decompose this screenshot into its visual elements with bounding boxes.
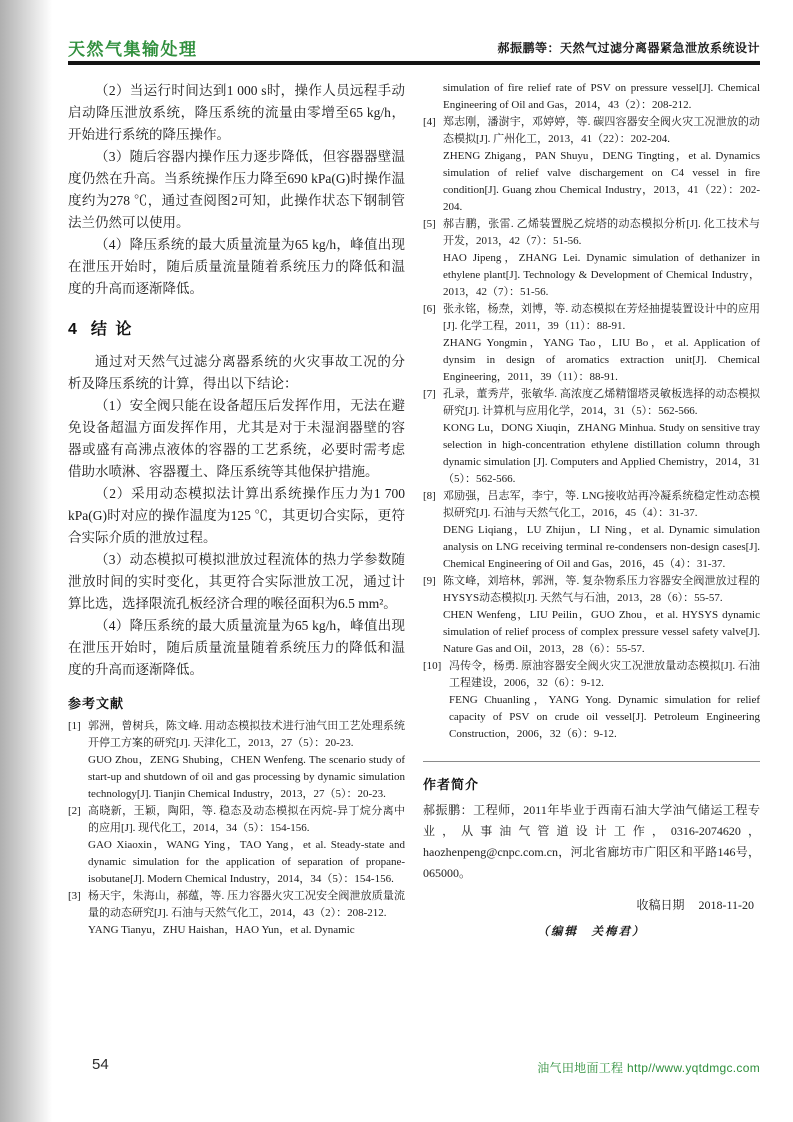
conclusion-intro: 通过对天然气过滤分离器系统的火灾事故工况的分析及降压系统的计算，得出以下结论： [68, 354, 405, 391]
section-number: 4 [68, 321, 77, 338]
reference-item [423, 216, 760, 301]
reference-zh: 冯传令，杨勇. 原油容器安全阀火灾工况泄放量动态模拟[J]. 石油工程建设，2006，32（6）：9-12. [449, 660, 760, 689]
scan-edge-shadow [0, 0, 52, 1122]
body-paragraph: （2）当运行时间达到1 000 s时，操作人员远程手动启动降压泄放系统，降压系统的流量由零增至65 kg/h，开始进行系统的降压操作。 [68, 83, 405, 142]
reference-item [423, 114, 760, 216]
column-brand-title: 天然气集输处理 [68, 40, 198, 59]
left-column [68, 80, 405, 1052]
received-date-value: 2018-11-20 [698, 898, 754, 912]
author-section-divider [423, 761, 760, 762]
reference-zh: 杨天宇，朱海山，郝蕴，等. 压力容器火灾工况安全阀泄放质量流量的动态研究[J]. 石油与天然气化工，2014，43（2）：208-212. [88, 890, 405, 919]
body-paragraph: （4）降压系统的最大质量流量为65 kg/h，峰值出现在泄压开始时，随后质量流量随着系统压力的降低和温度的升高而逐渐降低。 [68, 237, 405, 296]
conclusion-item: （3）动态模拟可模拟泄放过程流体的热力学参数随泄放时间的实时变化，其更符合实际泄放工况，通过计算比选，选择限流孔板经济合理的喉径面积为6.5 mm²。 [68, 552, 405, 611]
reference-en: HAO Jipeng，ZHANG Lei. Dynamic simulation of dethanizer in ethylene plant[J]. Technology & Development of Chemical Industry，2013，42（7）：51-56. [443, 252, 760, 298]
reference-marker: [7] [423, 388, 436, 400]
reference-zh: 郑志刚，潘澍宇，邓婷婷，等. 碳四容器安全阀火灾工况泄放的动态模拟[J]. 广州化工，2013，41（22）：202-204. [443, 116, 760, 145]
page-footer [68, 1056, 760, 1080]
reference-marker: [4] [423, 116, 436, 128]
conclusion-item: （4）降压系统的最大质量流量为65 kg/h，峰值出现在泄压开始时，随后质量流量随着系统压力的降低和温度的升高而逐渐降低。 [68, 618, 405, 677]
body-columns [68, 80, 760, 1052]
reference-marker: [9] [423, 575, 436, 587]
page-number: 54 [92, 1056, 109, 1073]
reference-zh: 郝吉鹏，张雷. 乙烯装置脱乙烷塔的动态模拟分析[J]. 化工技术与开发，2013，42（7）：51-56. [443, 218, 760, 247]
references-heading: 参考文献 [68, 696, 125, 711]
reference-item [68, 803, 405, 888]
reference-marker: [10] [423, 660, 442, 672]
received-date-line [423, 896, 760, 913]
editor-credit: （编辑 关梅君） [537, 926, 646, 938]
journal-footer-text: 油气田地面工程 http//www.yqtdmgc.com [537, 1061, 760, 1075]
section-heading [68, 316, 405, 339]
reference-en: ZHENG Zhigang，PAN Shuyu，DENG Tingting，et al. Dynamics simulation of relief valve dischargement on C4 vessel in fire condition[J]. Guang zhou Chemical Industry，2013，41（22）：202-204. [443, 150, 760, 213]
header-rule [68, 61, 760, 65]
reference-marker: [8] [423, 490, 436, 502]
reference-item [68, 718, 405, 803]
author-bio-heading: 作者简介 [423, 777, 480, 792]
reference-en: ZHANG Yongmin，YANG Tao，LIU Bo，et al. Application of dynsim in design of aromatics extraction unit[J]. Chemical Engineering，2011，39（11）：88-91. [443, 337, 760, 383]
reference-en: YANG Tianyu，ZHU Haishan，HAO Yun，et al. Dynamic [88, 924, 355, 936]
reference-item [423, 386, 760, 488]
reference-zh: 孔录，董秀芹，张敏华. 高浓度乙烯精馏塔灵敏板选择的动态模拟研究[J]. 计算机与应用化学，2014，31（5）：562-566. [443, 388, 760, 417]
reference-en-continuation: simulation of fire relief rate of PSV on pressure vessel[J]. Chemical Engineering of Oil and Gas，2014，43（2）：208-212. [443, 82, 760, 111]
received-date-label: 收稿日期 [636, 898, 685, 912]
reference-en: GUO Zhou，ZENG Shubing，CHEN Wenfeng. The scenario study of start-up and shutdown of oil and gas processing by dynamic simulation technology[J]. Tianjin Chemical Industry，2013，27（5）：20-23. [88, 754, 405, 800]
reference-zh: 陈文峰，刘培林，郭洲，等. 复杂物系压力容器安全阀泄放过程的HYSYS动态模拟[J]. 天然气与石油，2013，28（6）：55-57. [443, 575, 760, 604]
reference-zh: 张永铭，杨焘，刘博，等. 动态模拟在芳烃抽提装置设计中的应用[J]. 化学工程，2011，39（11）：88-91. [443, 303, 760, 332]
reference-zh: 郭洲，曾树兵，陈文峰. 用动态模拟技术进行油气田工艺处理系统开停工方案的研究[J]. 天津化工，2013，27（5）：20-23. [88, 720, 405, 749]
body-paragraph: （3）随后容器内操作压力逐步降低，但容器器壁温度仍然在升高。当系统操作压力降至690 kPa(G)时操作温度约为278 ℃，通过查阅图2可知，此操作状态下钢制管法兰仍然可以使用。 [68, 149, 405, 230]
right-column [423, 80, 760, 1052]
reference-en: DENG Liqiang，LU Zhijun，LI Ning，et al. Dynamic simulation analysis on LNG receiving terminal re-condensers non-design cases[J]. Chemical Engineering of Oil and Gas，2016，45（4）：31-37. [443, 524, 760, 570]
reference-marker: [1] [68, 720, 81, 732]
reference-item [423, 301, 760, 386]
section-title: 结 论 [90, 321, 134, 338]
reference-item [423, 573, 760, 658]
page-header [68, 33, 760, 59]
reference-zh: 高晓新，王颖，陶阳，等. 稳态及动态模拟在丙烷-异丁烷分离中的应用[J]. 现代化工，2014，34（5）：154-156. [88, 805, 405, 834]
reference-en: GAO Xiaoxin，WANG Ying，TAO Yang，et al. Steady-state and dynamic simulation for the application of separation of propane- isobutane[J]. Modern Chemical Industry，2014，34（5）：154-156. [88, 839, 405, 885]
reference-item [423, 488, 760, 573]
conclusion-item: （2）采用动态模拟法计算出系统操作压力为1 700 kPa(G)时对应的操作温度为125 ℃，其更切合实际，更符合实际介质的泄放过程。 [68, 486, 405, 545]
reference-item [423, 658, 760, 743]
reference-en: KONG Lu，DONG Xiuqin，ZHANG Minhua. Study on sensitive tray selection in high-concentration ethylene distillation column through dynamic simulation [J]. Computers and Applied Chemistry，2014，31（5）：562-566. [443, 422, 760, 485]
author-bio-text: 郝振鹏：工程师，2011年毕业于西南石油大学油气储运工程专业，从事油气管道设计工作，0316-2074620，haozhenpeng@cnpc.com.cn，河北省廊坊市广阳区和平路146号，065000。 [423, 803, 760, 880]
reference-item [68, 888, 405, 939]
reference-marker: [2] [68, 805, 81, 817]
running-title: 郝振鹏等：天然气过滤分离器紧急泄放系统设计 [497, 41, 760, 55]
reference-en: FENG Chuanling，YANG Yong. Dynamic simulation for relief capacity of PSV on crude oil vessel[J]. Petroleum Engineering Construction，2006，32（6）：9-12. [449, 694, 760, 740]
reference-marker: [5] [423, 218, 436, 230]
reference-en: CHEN Wenfeng，LIU Peilin，GUO Zhou，et al. HYSYS dynamic simulation of relief process of complex pressure vessel safety valve[J]. Nature Gas and Oil，2013，28（6）：55-57. [443, 609, 760, 655]
conclusion-item: （1）安全阀只能在设备超压后发挥作用，无法在避免设备超温方面发挥作用，尤其是对于未湿润器壁的容器或盛有高沸点液体的容器的工艺系统，必要时需考虑借助水喷淋、容器覆土、降压系统等其他保护措施。 [68, 398, 405, 479]
reference-zh: 邓励强，吕志军，李宁，等. LNG接收站再冷凝系统稳定性动态模拟研究[J]. 石油与天然气化工，2016，45（4）：31-37. [443, 490, 760, 519]
reference-marker: [6] [423, 303, 436, 315]
reference-marker: [3] [68, 890, 81, 902]
